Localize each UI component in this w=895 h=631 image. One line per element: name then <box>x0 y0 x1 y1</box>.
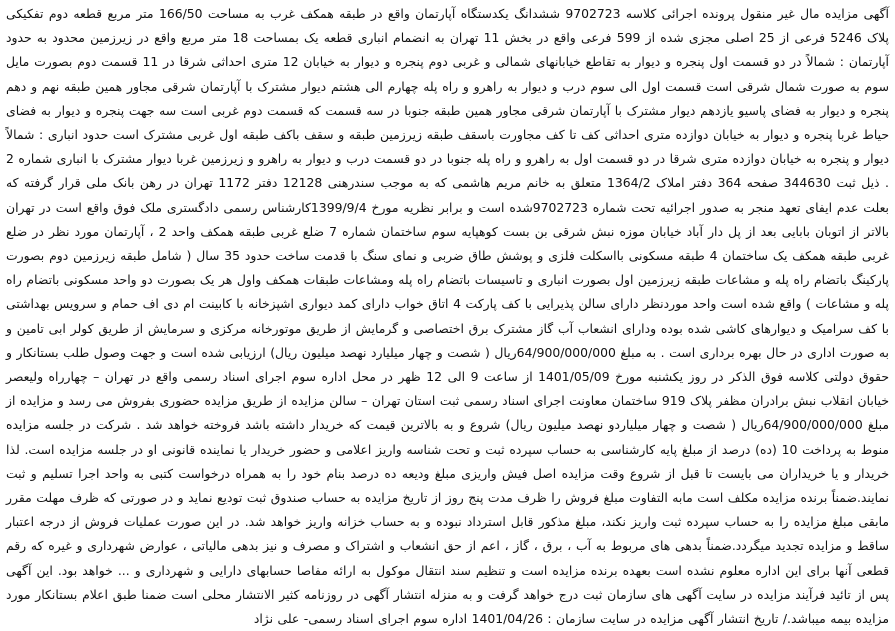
auction-notice-text: آگهی مزایده مال غیر منقول پرونده اجرائی کلاسه 9702723 ششدانگ یکدستگاه آپارتمان واقع در طبقه همکف غرب به مساحت 166/50 متر مربع قطعه دوم تفکیکی پلاک 5246 فرعی از 25 اصلی مجزی شده از 599 فرعی واقع در بخش 11 تهران به انضمام انباری قطعه یک بمساحت 18 متر مربع واقع در زیرزمین محدود به حدود آپارتمان : شمالاً در دو قسمت اول پنجره و دیوار به تقاطع خیابانهای شمالی و غربی دوم پنجره و دیوار به خیابان 12 متری احداثی شرقا در 11 قسمت دوم بصورت مایل سوم به صورت شمال شرقی است قسمت اول الی سوم درب و دیوار به راهرو و راه پله چهارم الی هشتم دیوار مشترک با آپارتمان شرقی مجاور همین طبقه نهم و دهم پنجره و دیوار به فضای پاسیو یازدهم دیوار مشترک با آپارتمان شرقی مجاور همین طبقه جنوبا در سه قسمت که قسمت دوم غربی است سه جهت پنجره و دیوار به فضای حیاط غربا پنجره و دیوار به خیابان دوازده متری احداثی کف تا کف مجاورت باسقف طبقه زیرزمین طبقه و سقف باکف طبقه اول غربی مشترک است حدود انباری : شمالاً دیوار و پنجره به خیابان دوازده متری شرقا در دو قسمت اول به راهرو و راه پله جنوبا در دو قسمت درب و دیوار به راهرو و زیرزمین غربا دیوار مشترک با انباری شماره 2 . ذیل ثبت 344630 صفحه 364 دفتر املاک 1364/2 متعلق به خانم مریم هاشمی که به موجب سندرهنی 12128 دفتر 1172 تهران در رهن بانک ملی قرار گرفته که بعلت عدم ایفای تعهد منجر به صدور اجرائیه تحت شماره 9702723شده است و برابر نظریه مورخ 1399/9/4کارشناس رسمی دادگستری ملک فوق واقع است در تهران بالاتر از اتوبان بابایی بعد از پل دار آباد خیابان موزه نبش شرقی بن بست کوهپایه سوم ساختمان شماره 7 ضلع غربی طبقه همکف واحد 2 ، آپارتمان مورد نظر در ضلع غربی طبقه همکف یک ساختمان 4 طبقه مسکونی بااسکلت فلزی و پوشش طاق ضربی و نمای سنگ با قدمت ساخت حدود 35 سال ( شامل طبقه زیرزمین دوم بصورت پارکینگ باتضام راه پله و مشاعات طبقه زیرزمین اول بصورت انباری و تاسیسات باتضام راه پله ومشاعات طبقات همکف واول هر یک بصورت دو واحد مسکونی باتضام راه پله و مشاعات ) واقع شده است واحد موردنظر دارای سالن پذیرایی با کف پارکت 4 اتاق خواب دارای کمد دیواری اشپزخانه با کابینت ام دی اف حمام و سرویس بهداشتی با کف سرامیک و دیوارهای کاشی شده بوده ودارای انشعاب آب گاز مشترک برق اختصاصی و گرمایش از طریق موتورخانه مرکزی و سرمایش از طریق کولر ابی تامین و به صورت اداری در حال بهره برداری است . به مبلغ 64/900/000/000ریال ( شصت و چهار میلیارد نهصد میلیون ریال) ارزیابی شده است و جهت وصول طلب بستانکار و حقوق دولتی کلاسه فوق الذکر در روز یکشنبه مورخ 1401/05/09 از ساعت 9 الی 12 ظهر در محل اداره سوم اجرای اسناد رسمی واقع در تهران – چهارراه ولیعصر خیابان انقلاب نبش برادران مظفر پلاک 919 ساختمان معاونت اجرای اسناد رسمی ثبت استان تهران – سالن مزایده از طریق مزایده حضوری بفروش می رسد و مزایده از مبلغ 64/900/000/000ریال ( شصت و چهار میلیاردو نهصد میلیون ریال) شروع و به بالاترین قیمت که خریدار داشته باشد فروخته خواهد شد . شرکت در جلسه مزایده منوط به پرداخت 10 (ده) درصد از مبلغ پایه کارشناسی به حساب سپرده ثبت و تحت شناسه واریز اعلامی و حضور خریدار یا نماینده قانونی او در جلسه مزایده است. لذا خریدار و یا خریداران می بایست تا قبل از شروع وقت مزایده اصل فیش واریزی مبلغ ودیعه ده درصد بنام خود را به همراه درخواست کتبی به واحد اجرا تسلیم و ثبت نمایند.ضمناً برنده مزایده مکلف است مابه التفاوت مبلغ فروش را ظرف مدت پنج روز از تاریخ مزایده به حساب صندوق ثبت تودیع نماید و در صورتی که ظرف مهلت مقرر مابقی مبلغ مزایده را به حساب سپرده ثبت واریز نکند، مبلغ مذکور قابل استرداد نبوده و به حساب خزانه واریز خواهد شد. در این صورت عملیات فروش از درجه اعتبار ساقط و مزایده تجدید میگردد.ضمناً بدهی های مربوط به آب ، برق ، گاز ، اعم از حق انشعاب و اشتراک و مصرف و نیز بدهی مالیاتی ، عوارض شهرداری و غیره که رقم قطعی آنها برای این اداره معلوم نشده است بعهده برنده مزایده است و تنظیم سند انتقال موکول به ارائه مفاصا حسابهای دارایی و شهرداری و ... خواهد بود. این آگهی پس از تائید فرآیند مزایده در سایت آگهی های سازمان ثبت درج خواهد گرفت و به منزله انتشار آگهی در روزنامه کثیر الانتشار محلی است ضمنا طبق اعلام بستانکار مورد مزایده بیمه میباشد./ تاریخ انتشار آگهی مزایده در سایت سازمان : 1401/04/26 اداره سوم اجرای اسناد رسمی- علی نژاد <box>6 6 890 627</box>
